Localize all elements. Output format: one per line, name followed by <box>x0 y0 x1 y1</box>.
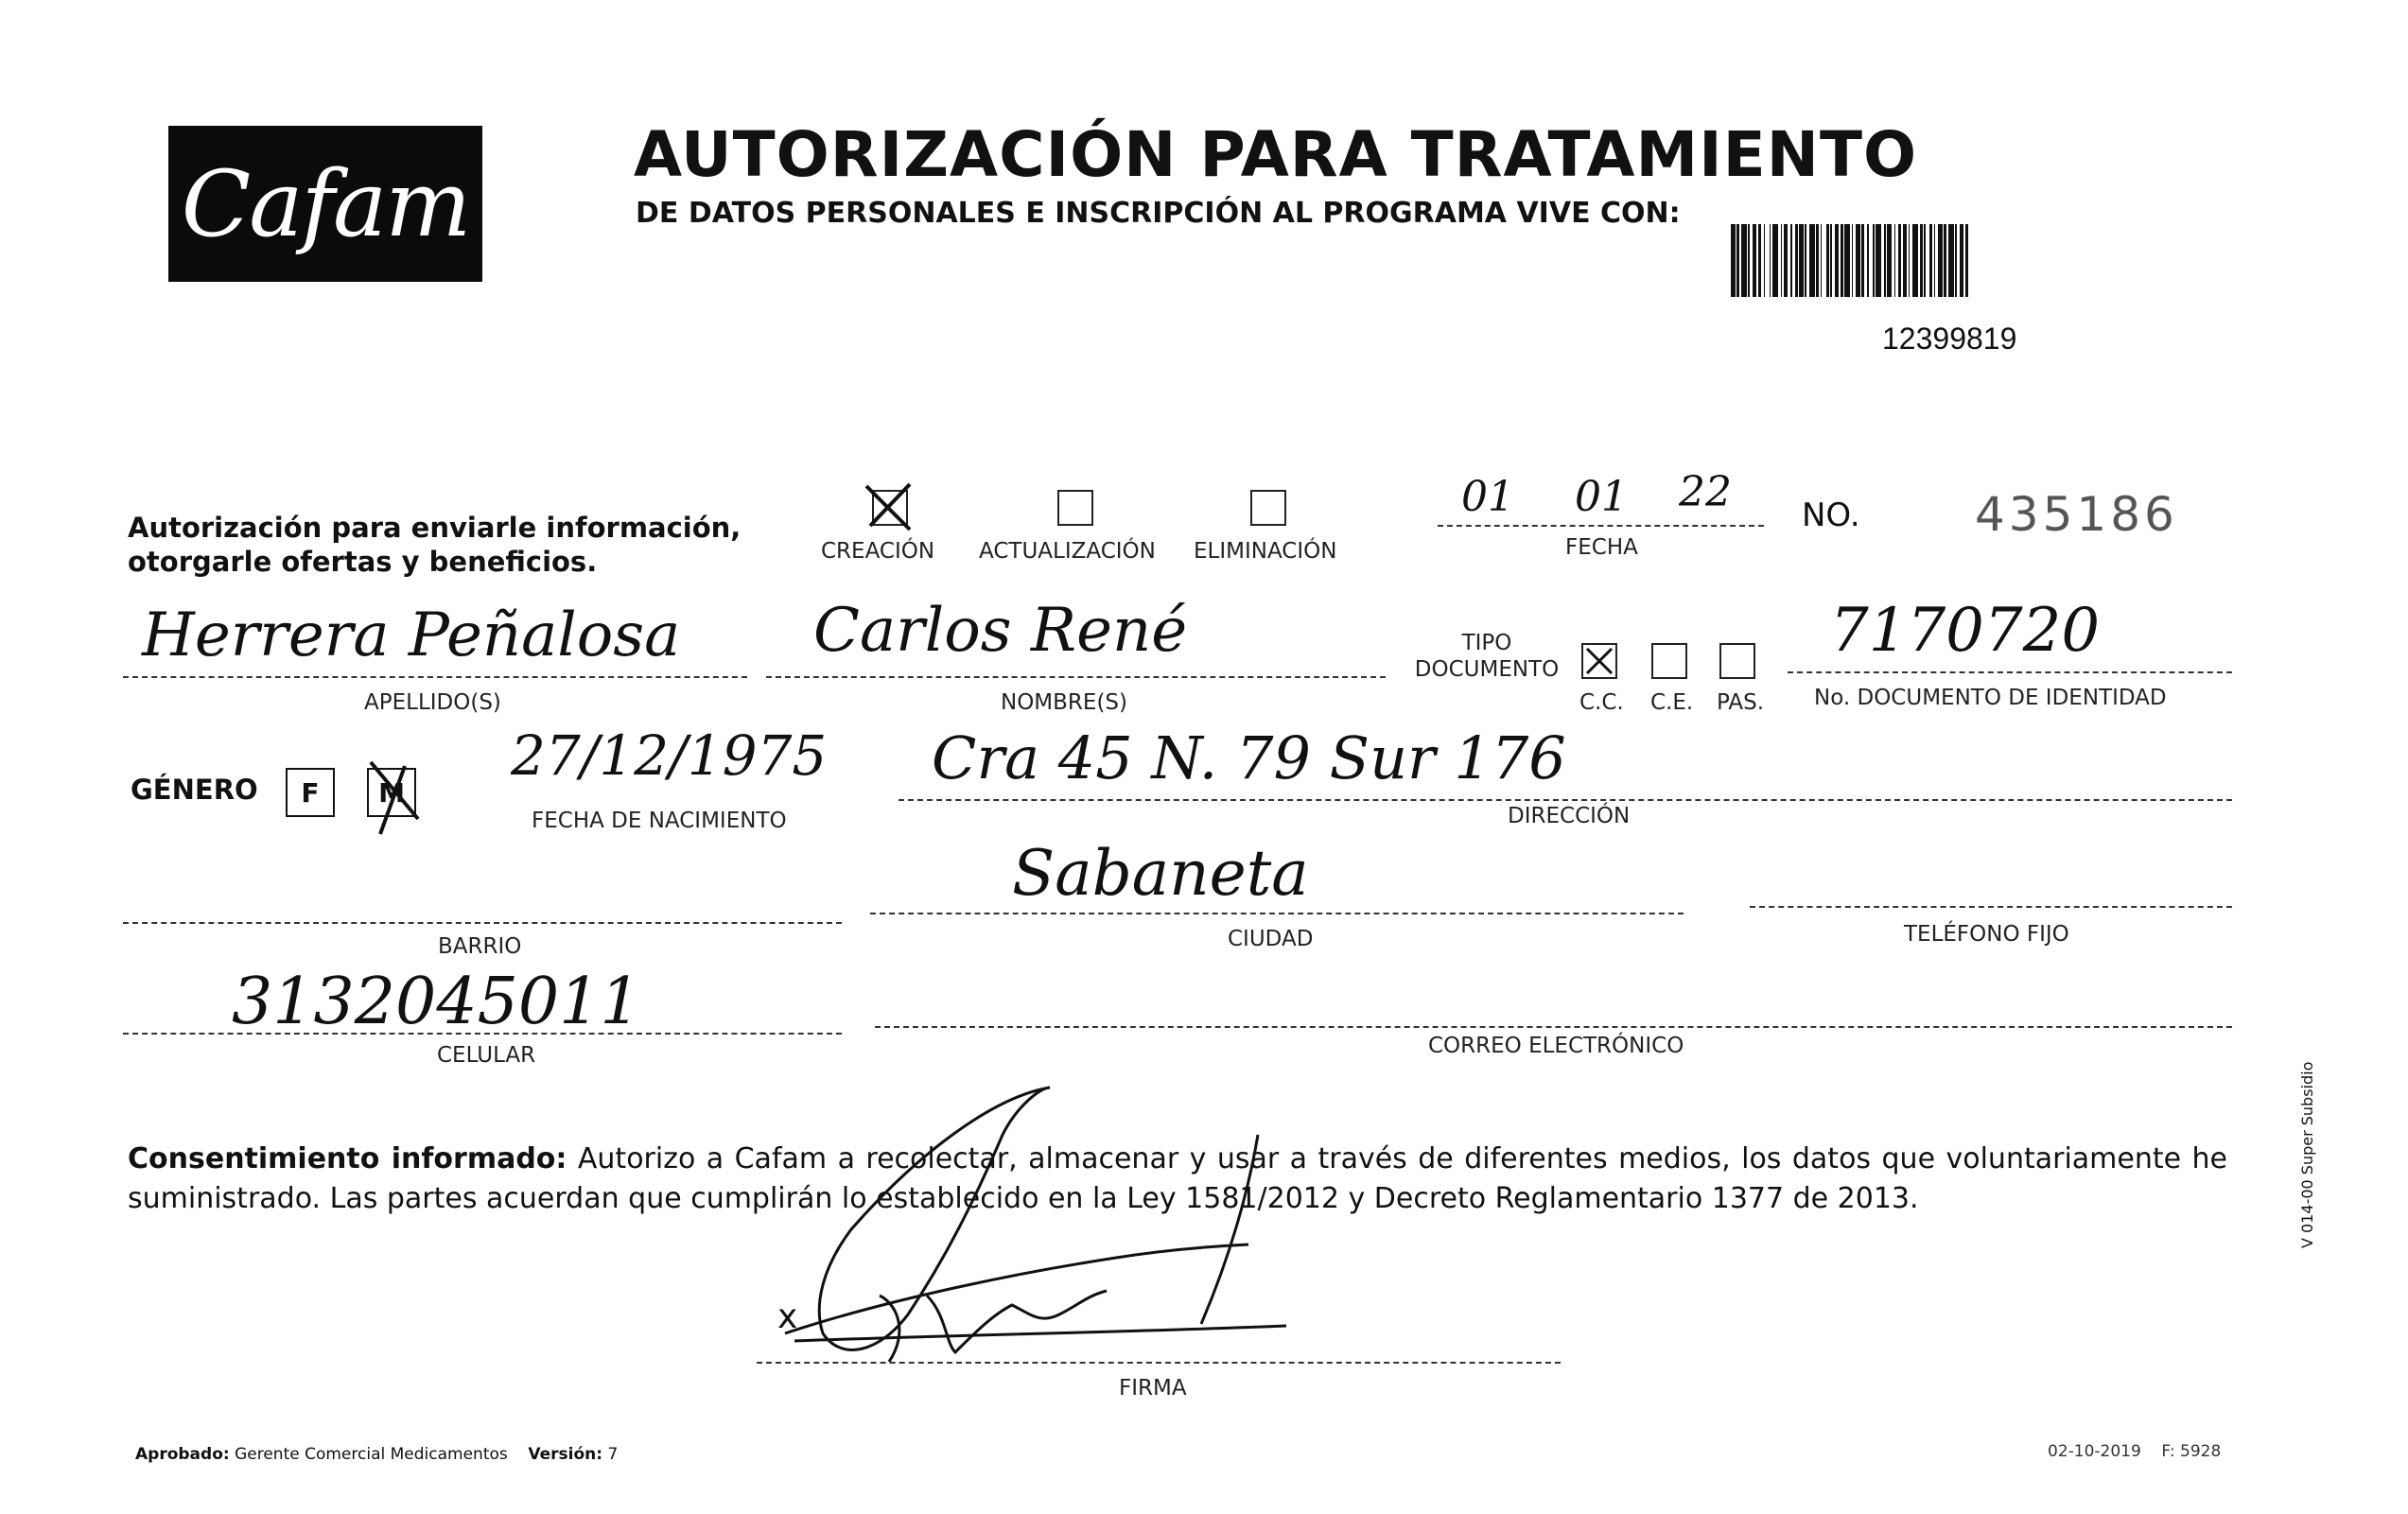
direccion-line <box>899 799 2232 801</box>
ciudad-value[interactable]: Sabaneta <box>1012 837 1309 910</box>
aprobado-label: Aprobado: <box>135 1445 230 1464</box>
signature-drawing <box>757 1078 1438 1400</box>
celular-value[interactable]: 3132045011 <box>232 965 641 1039</box>
number-value: 435186 <box>1975 487 2178 542</box>
consent-heading: Consentimiento informado: <box>128 1142 567 1175</box>
firma-label: FIRMA <box>1119 1376 1187 1401</box>
actualizacion-label: ACTUALIZACIÓN <box>979 539 1156 564</box>
check-mark-icon <box>361 753 428 838</box>
eliminacion-label: ELIMINACIÓN <box>1194 539 1337 564</box>
fecha-nacimiento-label: FECHA DE NACIMIENTO <box>532 809 787 833</box>
footer-approval <box>135 1445 618 1464</box>
genero-label: GÉNERO <box>131 774 258 806</box>
pas-label: PAS. <box>1717 690 1765 715</box>
barrio-label: BARRIO <box>438 934 522 959</box>
cc-checkbox[interactable] <box>1581 643 1617 679</box>
version-value: 7 <box>607 1445 619 1464</box>
ciudad-label: CIUDAD <box>1228 927 1314 951</box>
creacion-label: CREACIÓN <box>821 539 935 564</box>
fecha-nacimiento-value[interactable]: 27/12/1975 <box>511 723 828 788</box>
nombres-line <box>766 676 1386 678</box>
eliminacion-checkbox[interactable] <box>1250 490 1286 526</box>
barcode-bar <box>1968 224 1971 297</box>
documento-label: No. DOCUMENTO DE IDENTIDAD <box>1814 686 2167 710</box>
logo-text: Cafam <box>181 150 470 257</box>
genero-m-box[interactable] <box>367 768 416 817</box>
date-month: 01 <box>1575 473 1628 521</box>
cc-label: C.C. <box>1579 690 1624 715</box>
ce-checkbox[interactable] <box>1651 643 1687 679</box>
check-mark-icon <box>861 479 917 535</box>
footer-codes <box>2048 1442 2221 1461</box>
form-subtitle: DE DATOS PERSONALES E INSCRIPCIÓN AL PROGRAMA VIVE CON: <box>636 197 1681 230</box>
nombres-label: NOMBRE(S) <box>1001 690 1127 715</box>
aprobado-value: Gerente Comercial Medicamentos <box>235 1445 508 1464</box>
ce-label: C.E. <box>1650 690 1694 715</box>
apellidos-value[interactable]: Herrera Peñalosa <box>142 600 681 670</box>
pas-checkbox[interactable] <box>1719 643 1755 679</box>
celular-line <box>123 1033 842 1035</box>
consent-text: Autorizo a Cafam a recolectar, almacenar y usar a través de diferentes medios, los datos que voluntariamente he suministrado. Las partes acuerdan que cumplirán lo establecido en la Ley 1581/2012 y Decreto Reglamentario 1377 de 2013. <box>128 1142 2227 1215</box>
side-vertical-text: V 014-00 Super Subsidio <box>2298 1061 2316 1248</box>
check-mark-icon <box>1581 643 1617 679</box>
apellidos-label: APELLIDO(S) <box>364 690 501 715</box>
documento-value[interactable]: 7170720 <box>1830 596 2101 666</box>
date-year: 22 <box>1679 468 1732 516</box>
genero-f-box[interactable]: F <box>286 768 335 817</box>
footer-form-code: F: 5928 <box>2161 1442 2222 1461</box>
creacion-checkbox[interactable] <box>872 490 908 526</box>
number-label: NO. <box>1802 496 1860 534</box>
cafam-logo <box>168 126 482 282</box>
firma-line <box>757 1362 1561 1364</box>
correo-line <box>875 1026 2232 1028</box>
tipo-documento-label: TIPO DOCUMENTO <box>1414 631 1560 682</box>
genero-m-letter: M <box>378 776 405 809</box>
barcode <box>1731 224 2102 297</box>
signature-x-mark: x <box>777 1297 798 1336</box>
date-line <box>1438 525 1764 527</box>
celular-label: CELULAR <box>437 1043 536 1068</box>
form-title: AUTORIZACIÓN PARA TRATAMIENTO <box>634 118 1918 191</box>
telefono-label: TELÉFONO FIJO <box>1904 922 2069 947</box>
actualizacion-checkbox[interactable] <box>1057 490 1093 526</box>
correo-label: CORREO ELECTRÓNICO <box>1428 1034 1684 1058</box>
direccion-value[interactable]: Cra 45 N. 79 Sur 176 <box>932 723 1566 792</box>
date-label: FECHA <box>1565 535 1638 560</box>
barcode-number: 12399819 <box>1882 322 2017 356</box>
direccion-label: DIRECCIÓN <box>1508 804 1631 828</box>
nombres-value[interactable]: Carlos René <box>813 596 1188 666</box>
footer-date-code: 02-10-2019 <box>2048 1442 2141 1461</box>
intro-text: Autorización para enviarle información, otorgarle ofertas y beneficios. <box>128 512 742 578</box>
documento-line <box>1788 671 2232 673</box>
date-day: 01 <box>1461 473 1514 521</box>
version-label: Versión: <box>528 1445 603 1464</box>
ciudad-line <box>870 913 1684 914</box>
barrio-line <box>123 922 842 924</box>
telefono-line <box>1750 906 2232 908</box>
apellidos-line <box>123 676 747 678</box>
